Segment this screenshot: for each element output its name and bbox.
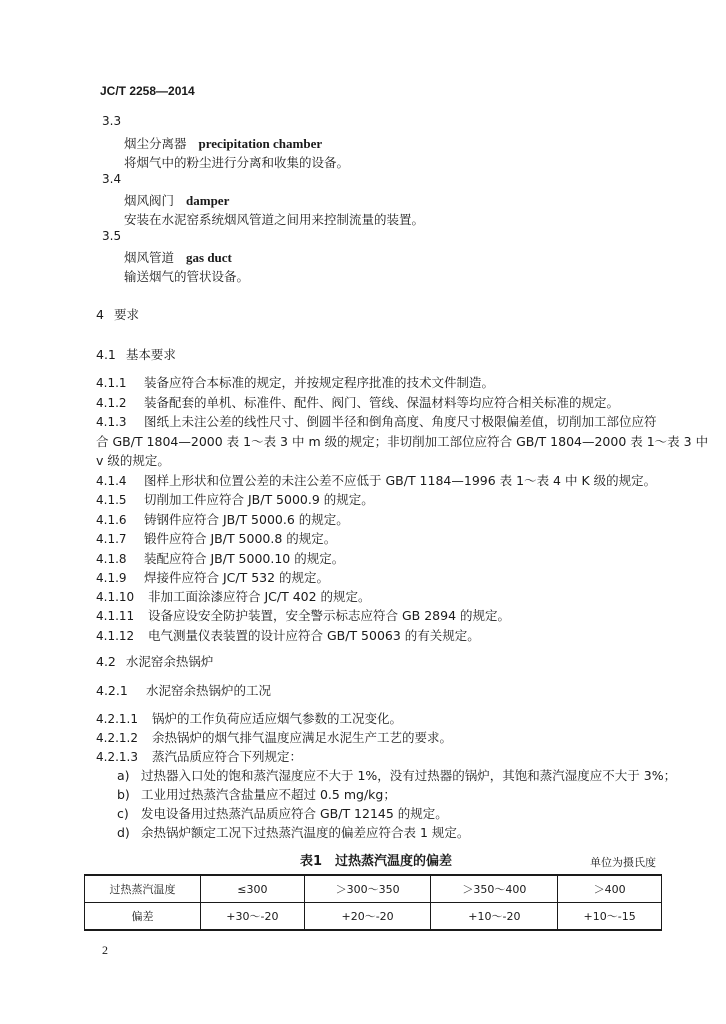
clause-text: 装备配套的单机、标准件、配件、阀门、管线、保温材料等均应符合相关标准的规定。 (144, 395, 620, 410)
table-row (85, 903, 662, 931)
term-number: 3.4 (102, 172, 122, 186)
clause-text: 图样上形状和位置公差的未注公差不应低于 GB/T 1184—1996 表 1～表 4 中 K 级的规定。 (144, 473, 657, 488)
clause-text: 非加工面涂漆应符合 JC/T 402 的规定。 (148, 589, 371, 604)
subsection-heading (96, 652, 213, 670)
section-number: 4.2.1 (96, 683, 128, 698)
section-number: 4.2 (96, 654, 116, 669)
term-definition: 将烟气中的粉尘进行分离和收集的设备。 (124, 155, 350, 170)
table-cell: +20～-20 (304, 903, 431, 931)
term-heading (124, 134, 322, 152)
term-english: damper (186, 193, 230, 208)
clause-text: 装配应符合 JB/T 5000.10 的规定。 (144, 551, 345, 566)
temperature-deviation-table (84, 874, 662, 931)
clause-text: 焊接件应符合 JC/T 532 的规定。 (144, 570, 330, 585)
clause-number: 4.1.2 (96, 396, 127, 410)
list-label: a) (117, 768, 130, 783)
table-row (85, 875, 662, 903)
clause-text: 锻件应符合 JB/T 5000.8 的规定。 (144, 531, 337, 546)
clause-number: 4.1.10 (96, 590, 135, 604)
clause-text: 锅炉的工作负荷应适应烟气参数的工况变化。 (152, 711, 403, 726)
clause-continuation: v 级的规定。 (96, 453, 170, 468)
table-cell: +10～-15 (558, 903, 662, 931)
term-heading (124, 191, 229, 209)
section-number: 4 (96, 307, 104, 322)
term-chinese: 烟风管道 (124, 250, 175, 265)
table-cell: 过热蒸汽温度 (85, 875, 201, 903)
clause-number: 4.1.6 (96, 513, 127, 527)
section-number: 4.1 (96, 347, 116, 362)
subsection-heading (96, 681, 271, 699)
clause-number: 4.2.1.1 (96, 712, 138, 726)
clause-text: 图纸上未注公差的线性尺寸、倒圆半径和倒角高度、角度尺寸极限偏差值，切削加工部位应符 (144, 414, 657, 429)
term-definition: 安装在水泥窑系统烟风管道之间用来控制流量的装置。 (124, 212, 425, 227)
section-title: 基本要求 (125, 347, 176, 362)
term-number: 3.3 (102, 114, 122, 128)
clause-item (96, 747, 302, 765)
clause-text: 设备应设安全防护装置，安全警示标志应符合 GB 2894 的规定。 (148, 608, 510, 623)
clause-text: 余热锅炉的烟气排气温度应满足水泥生产工艺的要求。 (152, 730, 453, 745)
term-number: 3.5 (102, 229, 122, 243)
term-english: gas duct (186, 250, 232, 265)
table-cell: ＞300～350 (304, 875, 431, 903)
clause-item (96, 587, 371, 605)
list-item (117, 766, 676, 784)
clause-number: 4.1.12 (96, 629, 135, 643)
term-chinese: 烟尘分离器 (124, 136, 187, 151)
list-label: b) (117, 787, 130, 802)
table-cell: 偏差 (85, 903, 201, 931)
clause-item (96, 490, 374, 508)
clause-item (96, 626, 480, 644)
clause-item (96, 606, 510, 624)
clause-number: 4.1.8 (96, 552, 127, 566)
clause-number: 4.1.9 (96, 571, 127, 585)
clause-number: 4.2.1.3 (96, 750, 138, 764)
table-cell: ＞400 (558, 875, 662, 903)
clause-item (96, 529, 336, 547)
clause-number: 4.1.11 (96, 609, 135, 623)
standard-number-header: JC/T 2258—2014 (100, 84, 195, 98)
clause-text: 切削加工件应符合 JB/T 5000.9 的规定。 (144, 492, 374, 507)
list-text: 过热器入口处的饱和蒸汽湿度应不大于 1%，没有过热器的锅炉，其饱和蒸汽湿度应不大于 3%； (141, 768, 677, 783)
list-item (117, 823, 469, 841)
clause-number: 4.1.1 (96, 376, 127, 390)
clause-text: 装备应符合本标准的规定，并按规定程序批准的技术文件制造。 (144, 375, 495, 390)
clause-number: 4.1.5 (96, 493, 127, 507)
clause-number: 4.1.7 (96, 532, 127, 546)
table-cell: ≤300 (201, 875, 305, 903)
clause-continuation: 合 GB/T 1804—2000 表 1～表 3 中 m 级的规定；非切削加工部位应符合 GB/T 1804—2000 表 1～表 3 中 (96, 434, 709, 449)
clause-text: 铸钢件应符合 JB/T 5000.6 的规定。 (144, 512, 349, 527)
table-cell: +10～-20 (431, 903, 558, 931)
list-label: c) (117, 806, 129, 821)
clause-item (96, 728, 452, 746)
clause-item (96, 709, 402, 727)
clause-item (96, 412, 657, 430)
section-title: 水泥窑余热锅炉的工况 (146, 683, 272, 698)
table-unit-note: 单位为摄氏度 (590, 856, 656, 869)
term-english: precipitation chamber (198, 136, 323, 151)
page-number: 2 (102, 943, 108, 957)
list-item (117, 804, 448, 822)
list-item (117, 785, 396, 803)
table-caption: 表1 过热蒸汽温度的偏差 (300, 854, 453, 869)
term-heading (124, 248, 232, 266)
term-chinese: 烟风阀门 (124, 193, 175, 208)
list-label: d) (117, 825, 130, 840)
clause-item (96, 393, 619, 411)
clause-item (96, 373, 494, 391)
clause-number: 4.1.3 (96, 415, 127, 429)
clause-text: 蒸汽品质应符合下列规定： (152, 749, 303, 764)
table-cell: ＞350～400 (431, 875, 558, 903)
term-definition: 输送烟气的管状设备。 (124, 269, 250, 284)
clause-item (96, 568, 329, 586)
clause-item (96, 471, 656, 489)
clause-number: 4.2.1.2 (96, 731, 138, 745)
list-text: 余热锅炉额定工况下过热蒸汽温度的偏差应符合表 1 规定。 (141, 825, 470, 840)
clause-number: 4.1.4 (96, 474, 127, 488)
section-title: 水泥窑余热锅炉 (125, 654, 214, 669)
clause-item (96, 549, 344, 567)
table-cell: +30～-20 (201, 903, 305, 931)
clause-text: 电气测量仪表装置的设计应符合 GB/T 50063 的有关规定。 (148, 628, 480, 643)
section-title: 要求 (113, 307, 139, 322)
subsection-heading (96, 345, 176, 363)
list-text: 工业用过热蒸汽含盐量应不超过 0.5 mg/kg； (141, 787, 396, 802)
clause-item (96, 510, 349, 528)
list-text: 发电设备用过热蒸汽品质应符合 GB/T 12145 的规定。 (141, 806, 448, 821)
section-heading (96, 305, 139, 323)
